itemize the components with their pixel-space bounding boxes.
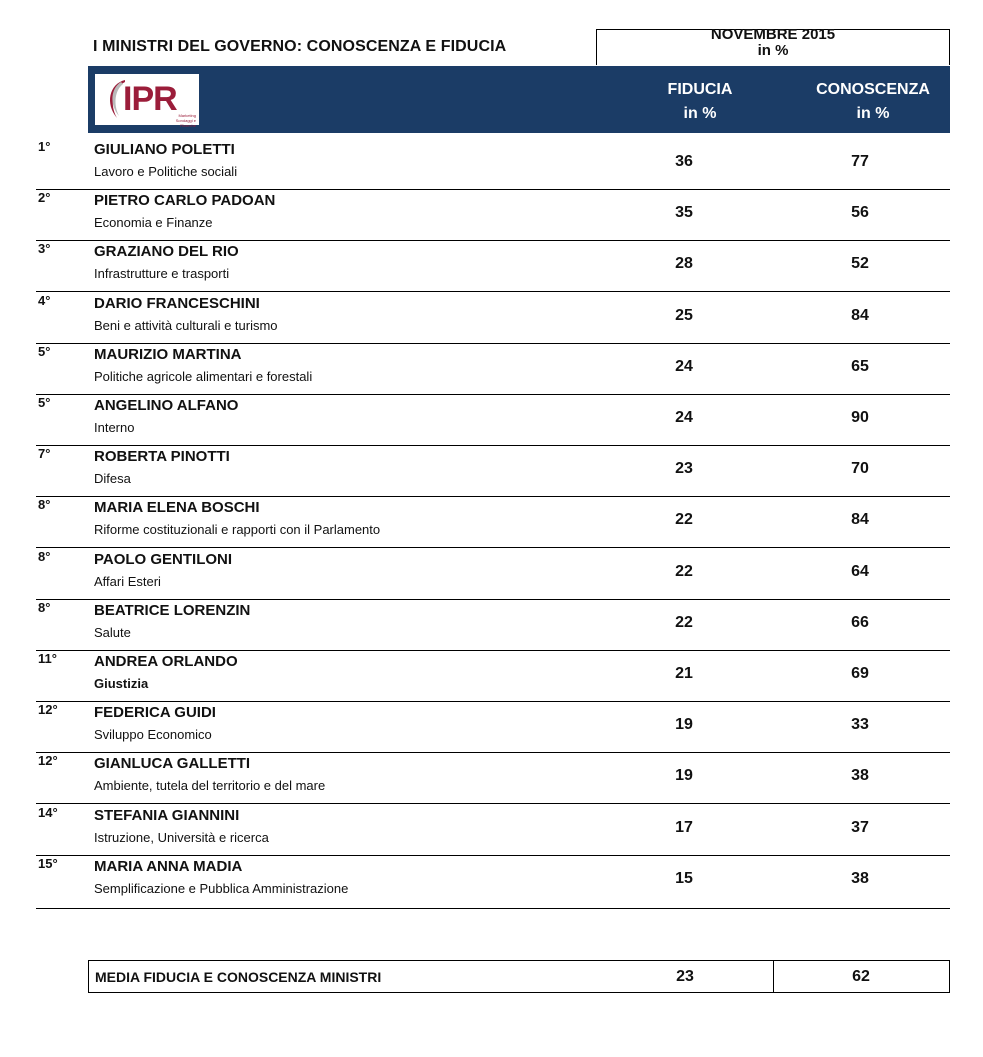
table-row bbox=[0, 139, 983, 190]
conoscenza-value: 90 bbox=[851, 409, 869, 426]
column-header-conoscenza: CONOSCENZA in % bbox=[816, 81, 930, 122]
table-row bbox=[0, 549, 983, 600]
minister-role: Sviluppo Economico bbox=[94, 727, 212, 742]
page-title: I MINISTRI DEL GOVERNO: CONOSCENZA E FIDUCIA bbox=[93, 38, 507, 55]
logo-subtitle: Marketing Sondaggi e Ricerche bbox=[175, 113, 196, 128]
minister-role: Lavoro e Politiche sociali bbox=[94, 164, 238, 179]
rank-cell: 7° bbox=[38, 446, 51, 461]
conoscenza-value: 38 bbox=[851, 870, 869, 887]
table-header bbox=[88, 66, 950, 133]
minister-role: Istruzione, Università e ricerca bbox=[94, 830, 269, 845]
table-row bbox=[0, 497, 983, 548]
rank-cell: 11° bbox=[38, 651, 57, 666]
fiducia-value: 15 bbox=[675, 870, 693, 887]
table-row bbox=[0, 856, 983, 907]
fiducia-value: 19 bbox=[675, 716, 693, 733]
fiducia-value: 22 bbox=[675, 614, 693, 631]
table-row bbox=[0, 446, 983, 497]
fiducia-value: 21 bbox=[675, 665, 693, 682]
minister-name: PAOLO GENTILONI bbox=[94, 551, 233, 568]
rank-cell: 8° bbox=[38, 497, 51, 512]
rank-cell: 4° bbox=[38, 293, 51, 308]
conoscenza-value: 65 bbox=[851, 358, 869, 375]
minister-name: ANDREA ORLANDO bbox=[94, 653, 238, 670]
minister-role: Semplificazione e Pubblica Amministrazione bbox=[94, 881, 349, 896]
minister-name: GIULIANO POLETTI bbox=[94, 141, 235, 158]
fiducia-value: 24 bbox=[675, 409, 693, 426]
fiducia-value: 35 bbox=[675, 204, 693, 221]
conoscenza-value: 84 bbox=[851, 307, 869, 324]
row-separator bbox=[36, 547, 950, 548]
conoscenza-value: 66 bbox=[851, 614, 869, 631]
minister-name: GIANLUCA GALLETTI bbox=[94, 755, 251, 772]
rank-cell: 12° bbox=[38, 702, 58, 717]
rank-cell: 15° bbox=[38, 856, 58, 871]
table-row bbox=[0, 241, 983, 292]
fiducia-value: 22 bbox=[675, 511, 693, 528]
table-row bbox=[0, 753, 983, 804]
table-row bbox=[0, 600, 983, 651]
average-label: MEDIA FIDUCIA E CONOSCENZA MINISTRI bbox=[95, 969, 382, 985]
minister-name: PIETRO CARLO PADOAN bbox=[94, 192, 276, 209]
conoscenza-value: 70 bbox=[851, 460, 869, 477]
minister-name: BEATRICE LORENZIN bbox=[94, 602, 251, 619]
minister-role: Economia e Finanze bbox=[94, 215, 213, 230]
minister-role: Difesa bbox=[94, 471, 131, 486]
ipr-logo bbox=[95, 74, 199, 128]
table-row bbox=[0, 702, 983, 753]
row-separator bbox=[36, 908, 950, 909]
minister-name: DARIO FRANCESCHINI bbox=[94, 295, 260, 312]
minister-role: Salute bbox=[94, 625, 131, 640]
conoscenza-value: 38 bbox=[851, 767, 869, 784]
minister-name: MARIA ANNA MADIA bbox=[94, 858, 243, 875]
period-unit: in % bbox=[757, 42, 789, 59]
conoscenza-value: 69 bbox=[851, 665, 869, 682]
minister-name: GRAZIANO DEL RIO bbox=[94, 243, 239, 260]
average-conoscenza: 62 bbox=[852, 968, 870, 985]
rank-cell: 2° bbox=[38, 190, 51, 205]
fiducia-value: 22 bbox=[675, 563, 693, 580]
minister-role: Beni e attività culturali e turismo bbox=[94, 318, 278, 333]
minister-role: Riforme costituzionali e rapporti con il Parlamento bbox=[94, 522, 381, 537]
table-row bbox=[0, 395, 983, 446]
table-row bbox=[0, 805, 983, 856]
conoscenza-value: 33 bbox=[851, 716, 869, 733]
fiducia-value: 24 bbox=[675, 358, 693, 375]
rank-cell: 5° bbox=[38, 344, 51, 359]
minister-name: STEFANIA GIANNINI bbox=[94, 807, 240, 824]
minister-name: FEDERICA GUIDI bbox=[94, 704, 216, 721]
fiducia-value: 28 bbox=[675, 255, 693, 272]
rank-cell: 8° bbox=[38, 600, 51, 615]
minister-role: Ambiente, tutela del territorio e del mare bbox=[94, 778, 326, 793]
table-row bbox=[0, 344, 983, 395]
fiducia-value: 19 bbox=[675, 767, 693, 784]
minister-role: Interno bbox=[94, 420, 135, 435]
fiducia-value: 23 bbox=[675, 460, 693, 477]
rank-cell: 1° bbox=[38, 139, 51, 154]
minister-role: Affari Esteri bbox=[94, 574, 161, 589]
conoscenza-value: 84 bbox=[851, 511, 869, 528]
period-label: NOVEMBRE 2015 bbox=[710, 26, 836, 43]
rank-cell: 14° bbox=[38, 805, 58, 820]
minister-role: Giustizia bbox=[94, 676, 149, 691]
rank-cell: 8° bbox=[38, 549, 51, 564]
rank-cell: 5° bbox=[38, 395, 51, 410]
fiducia-value: 25 bbox=[675, 307, 693, 324]
logo-text: IPR bbox=[123, 80, 177, 118]
table-row bbox=[0, 293, 983, 344]
average-divider bbox=[773, 961, 774, 992]
conoscenza-value: 77 bbox=[851, 153, 869, 170]
conoscenza-value: 56 bbox=[851, 204, 869, 221]
row-separator bbox=[36, 291, 950, 292]
minister-name: MARIA ELENA BOSCHI bbox=[94, 499, 260, 516]
minister-name: ROBERTA PINOTTI bbox=[94, 448, 230, 465]
fiducia-value: 36 bbox=[675, 153, 693, 170]
average-row bbox=[88, 960, 950, 993]
period-box bbox=[596, 26, 950, 65]
minister-role: Politiche agricole alimentari e forestali bbox=[94, 369, 313, 384]
average-fiducia: 23 bbox=[676, 968, 694, 985]
row-separator bbox=[36, 803, 950, 804]
minister-role: Infrastrutture e trasporti bbox=[94, 266, 230, 281]
table-row bbox=[0, 651, 983, 702]
rank-cell: 3° bbox=[38, 241, 51, 256]
fiducia-value: 17 bbox=[675, 819, 693, 836]
minister-name: MAURIZIO MARTINA bbox=[94, 346, 242, 363]
conoscenza-value: 52 bbox=[851, 255, 869, 272]
conoscenza-value: 37 bbox=[851, 819, 869, 836]
rank-cell: 12° bbox=[38, 753, 58, 768]
column-header-fiducia: FIDUCIA in % bbox=[667, 81, 733, 122]
conoscenza-value: 64 bbox=[851, 563, 869, 580]
minister-name: ANGELINO ALFANO bbox=[94, 397, 239, 414]
table-row bbox=[0, 190, 983, 241]
